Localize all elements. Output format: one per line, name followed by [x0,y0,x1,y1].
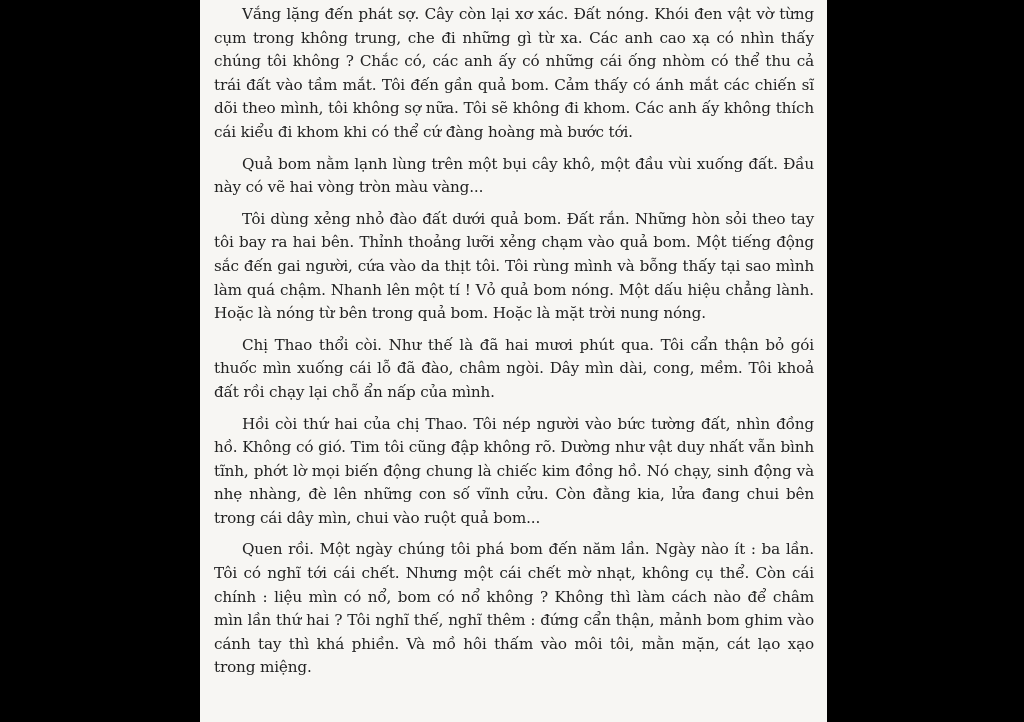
paragraph-6: Quen rồi. Một ngày chúng tôi phá bom đến năm lần. Ngày nào ít : ba lần. Tôi có nghĩ tới cái chết. Nhưng một cái chết mờ nhạt, không cụ thể. Còn cái chính : liệu mìn có nổ, bom có nổ không ? Không thì làm cách nào để châm mìn lần thứ hai ? Tôi nghĩ thế, nghĩ thêm : đứng cẩn thận, mảnh bom ghim vào cánh tay thì khá phiền. Và mồ hôi thấm vào môi tôi, mằn mặn, cát lạo xạo trong miệng. [214,540,814,677]
book-page [200,0,827,722]
paragraph-5: Hồi còi thứ hai của chị Thao. Tôi nép người vào bức tường đất, nhìn đồng hồ. Không có gió. Tim tôi cũng đập không rõ. Dường như vật duy nhất vẫn bình tĩnh, phớt lờ mọi biến động chung là chiếc kim đồng hồ. Nó chạy, sinh động và nhẹ nhàng, đè lên những con số vĩnh cửu. Còn đằng kia, lửa đang chui bên trong cái dây mìn, chui vào ruột quả bom... [214,414,814,527]
paragraph-2: Quả bom nằm lạnh lùng trên một bụi cây khô, một đầu vùi xuống đất. Đầu này có vẽ hai vòng tròn màu vàng... [214,154,814,197]
page-text [214,3,814,688]
paragraph-4: Chị Thao thổi còi. Như thế là đã hai mươi phút qua. Tôi cẩn thận bỏ gói thuốc mìn xuống cái lỗ đã đào, châm ngòi. Dây mìn dài, cong, mềm. Tôi khoả đất rồi chạy lại chỗ ẩn nấp của mình. [214,335,814,401]
paragraph-3: Tôi dùng xẻng nhỏ đào đất dưới quả bom. Đất rắn. Những hòn sỏi theo tay tôi bay ra hai bên. Thỉnh thoảng lưỡi xẻng chạm vào quả bom. Một tiếng động sắc đến gai người, cứa vào da thịt tôi. Tôi rùng mình và bỗng thấy tại sao mình làm quá chậm. Nhanh lên một tí ! Vỏ quả bom nóng. Một dấu hiệu chẳng lành. Hoặc là nóng từ bên trong quả bom. Hoặc là mặt trời nung nóng. [214,209,814,323]
paragraph-1: Vắng lặng đến phát sợ. Cây còn lại xơ xác. Đất nóng. Khói đen vật vờ từng cụm trong không trung, che đi những gì từ xa. Các anh cao xạ có nhìn thấy chúng tôi không ? Chắc có, các anh ấy có những cái ống nhòm có thể thu cả trái đất vào tầm mắt. Tôi đến gần quả bom. Cảm thấy có ánh mắt các chiến sĩ dõi theo mình, tôi không sợ nữa. Tôi sẽ không đi khom. Các anh ấy không thích cái kiểu đi khom khi có thể cứ đàng hoàng mà bước tới. [214,5,814,141]
